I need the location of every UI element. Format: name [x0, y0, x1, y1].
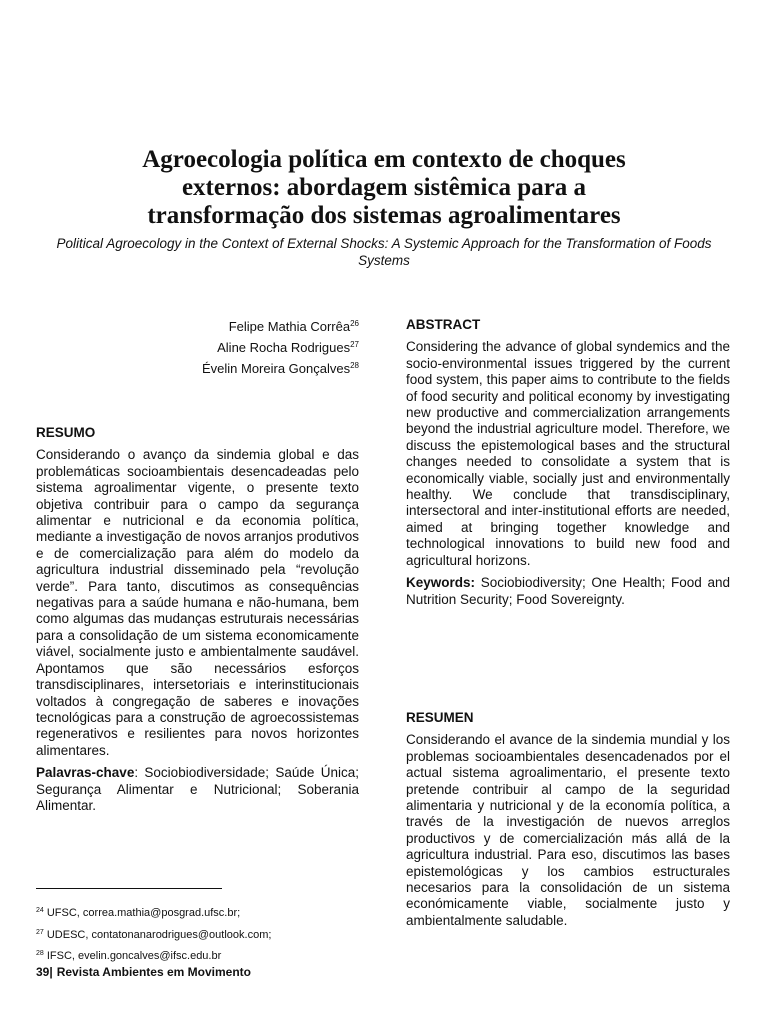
journal-name: Revista Ambientes em Movimento	[56, 965, 251, 979]
keywords-list: Sociobiodiversity; One Health; Food and Nutrition Security; Food Sovereignty.	[406, 575, 730, 607]
abstract-text: Considering the advance of global syndemics and the socio-environmental issues triggered by the current food system, this paper aims to contribute to the fields of food security and political economy by investigating new productive and commercialization arrangements beyond the industrial agriculture model. Therefore, we discuss the epistemological bases and the structural changes needed to consolidate a system that is economically viable, socially just and environmentally healthy. We conclude that transdisciplinary, intersectoral and inter-institutional efforts are needed, aimed at bringing together knowledge and technological innovations to build new food and agricultural horizons.	[406, 339, 730, 568]
english-subtitle: Political Agroecology in the Context of External Shocks: A Systemic Approach for the Transformation of Foods Systems	[56, 236, 712, 268]
author-list	[180, 316, 359, 379]
footnote-divider	[36, 888, 222, 889]
footnote-number: 24	[36, 907, 44, 914]
footer-separator: |	[49, 965, 53, 979]
resumen-heading: RESUMEN	[406, 710, 474, 725]
footnote-text: UFSC, correa.mathia@posgrad.ufsc.br;	[43, 907, 241, 919]
resumo-keywords	[36, 765, 359, 814]
footnote-number: 28	[36, 950, 44, 957]
keywords-label: Palavras-chave	[36, 765, 135, 781]
footnote-text: IFSC, evelin.goncalves@ifsc.edu.br	[43, 950, 222, 962]
author-name: Évelin Moreira Gonçalves	[201, 361, 351, 376]
author	[180, 316, 359, 337]
resumo-section	[36, 425, 359, 814]
author-footnote-ref[interactable]: 28	[350, 361, 359, 370]
author-footnote-ref[interactable]: 27	[350, 340, 359, 349]
author	[180, 358, 359, 379]
footnotes	[36, 903, 271, 968]
article-title	[40, 146, 728, 230]
footnote	[36, 925, 271, 947]
author	[180, 337, 359, 358]
resumo-heading: RESUMO	[36, 425, 96, 440]
author-footnote-ref[interactable]: 26	[350, 319, 359, 328]
title-line: externos: abordagem sistêmica para a	[181, 174, 587, 201]
abstract-heading: ABSTRACT	[406, 317, 481, 332]
footnote	[36, 903, 271, 925]
resumen-text: Considerando el avance de la sindemia mundial y los problemas socioambientales desencadenados por el actual sistema agroalimentario, el presente texto pretende contribuir al campo de la seguridad alimentaria y nutricional y de la economía política, a través de la investigación de nuevos arreglos productivos y de comercialización más allá de la agricultura industrial. Para eso, discutimos las bases epistemológicas y los cambios estructurales necesarios para la consolidación de un sistema económicamente viable, socialmente justo y ambientalmente saludable.	[406, 732, 730, 928]
abstract-section	[406, 317, 730, 608]
title-line: Agroecologia política em contexto de choques	[142, 146, 626, 173]
author-name: Felipe Mathia Corrêa	[228, 319, 351, 334]
keywords-list: : Sociobiodiversidade; Saúde Única; Segurança Alimentar e Nutricional; Soberania Alimentar.	[36, 765, 359, 813]
title-line: transformação dos sistemas agroalimentares	[147, 202, 621, 229]
resumo-text: Considerando o avanço da sindemia global e das problemáticas socioambientais desencadeadas pelo sistema agroalimentar vigente, o presente texto objetiva contribuir para o campo da segurança alimentar e nutricional e da economia política, mediante a investigação de novos arranjos produtivos e de comercialização para além do modelo da agricultura industrial disseminado pela “revolução verde”. Para tanto, discutimos as consequências negativas para a saúde humana e não-humana, bem como algumas das mudanças estruturais necessárias para a consolidação de um sistema economicamente viável, socialmente justo e ambientalmente saudável. Apontamos que são necessários esforços transdisciplinares, intersetoriais e interinstitucionais voltados à congregação de saberes e inovações tecnológicas para a construção de agroecossistemas regenerativos e resilientes para novos horizontes alimentares.	[36, 447, 359, 758]
keywords-label: Keywords:	[406, 575, 476, 591]
footnote-text: UDESC, contatonanarodrigues@outlook.com;	[43, 928, 272, 941]
abstract-keywords	[406, 575, 730, 608]
resumen-section	[406, 710, 730, 929]
footnote-number: 27	[36, 928, 44, 936]
author-name: Aline Rocha Rodrigues	[217, 340, 351, 355]
page-footer	[36, 965, 251, 979]
page-number: 39	[36, 965, 50, 979]
